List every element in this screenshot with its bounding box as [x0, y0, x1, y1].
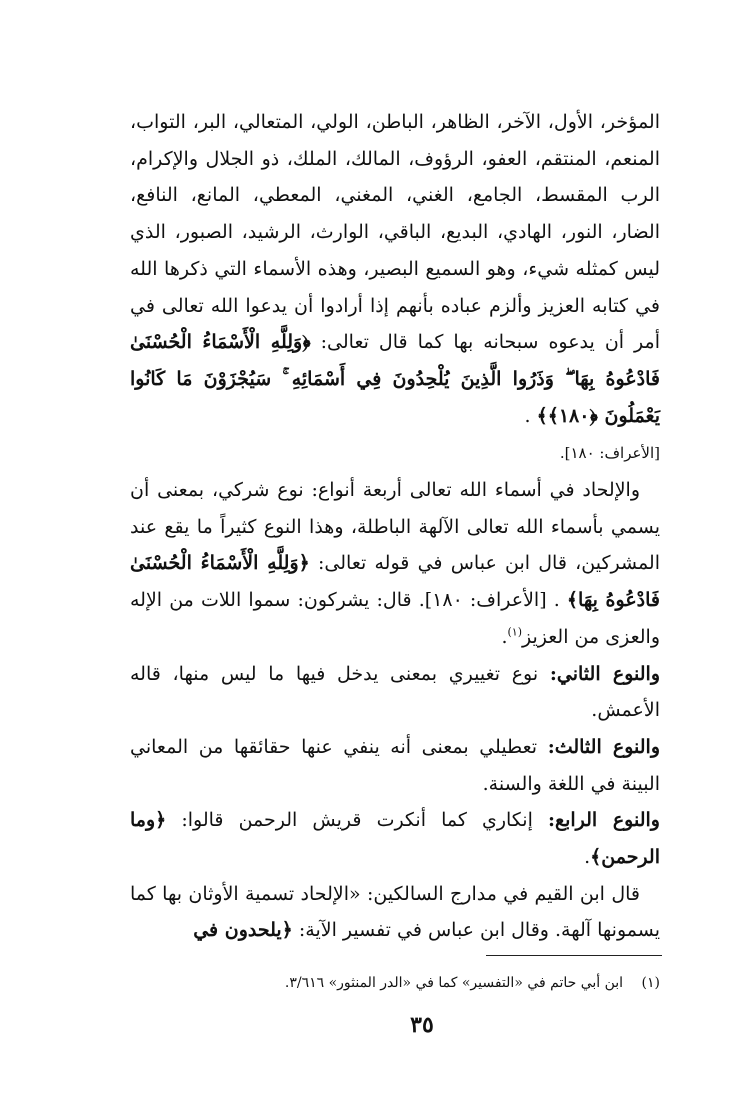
- footnote-text: ابن أبي حاتم في «التفسير» كما في «الدر المنثور» ٣/٦١٦.: [284, 975, 624, 991]
- type-four-heading: والنوع الرابع:: [547, 809, 660, 832]
- type-two-heading: والنوع الثاني:: [549, 662, 660, 685]
- paragraph-text: . [الأعراف: ١٨٠]. قال: يشركون: سموا اللات من الإله والعزى من العزيز: [130, 589, 660, 648]
- paragraph-names-list: [130, 104, 660, 434]
- paragraph-text: المؤخر، الأول، الآخر، الظاهر، الباطن، الولي، المتعالي، البر، التواب، المنعم، المنتقم، العفو، الرؤوف، المالك، الملك، ذو الجلال والإكرام، الرب المقسط، الجامع، الغني، المغني، المعطي، المانع، النافع، الضار، النور، الهادي، البديع، الباقي، الوارث، الرشيد، الصبور، الذي ليس كمثله شيء، وهو السميع البصير، وهذه الأسماء التي ذكرها الله في كتابه العزيز وألزم عباده بأنهم إذا أرادوا أن يدعوا الله تعالى في أمر أن يدعوه سبحانه بها كما قال تعالى:: [130, 111, 660, 354]
- quran-verse: ﴿يلحدون في: [193, 919, 293, 942]
- main-text: [130, 104, 660, 949]
- page-number: ٣٥: [410, 1012, 434, 1038]
- paragraph-type-three: [130, 729, 660, 802]
- punctuation: .: [584, 846, 591, 869]
- verse-citation: [الأعراف: ١٨٠].: [559, 444, 660, 463]
- type-four-text: إنكاري كما أنكرت قريش الرحمن قالوا:: [181, 809, 533, 832]
- type-two-text: نوع تغييري بمعنى يدخل فيها ما ليس منها، قاله الأعمش.: [130, 662, 660, 722]
- paragraph-ilhad-types: [130, 472, 660, 656]
- paragraph-text: قال ابن القيم في مدارج السالكين: «الإلحاد تسمية الأوثان بها كما يسمونها آلهة. وقال ابن عباس في تفسير الآية:: [130, 882, 660, 942]
- paragraph-type-two: [130, 656, 660, 729]
- verse-citation-line: [130, 434, 660, 472]
- footnote-divider: [486, 955, 662, 956]
- punctuation: .: [501, 625, 508, 648]
- paragraph-text: والإلحاد في أسماء الله تعالى أربعة أنواع: نوع شركي، بمعنى أن يسمي بأسماء الله تعالى الآلهة الباطلة، وهذا النوع كثيراً ما يقع عند المشركين، قال ابن عباس في قوله تعالى:: [130, 479, 661, 575]
- footnote: [200, 972, 660, 994]
- paragraph-ibn-qayyim: [130, 876, 660, 949]
- quran-verse: ﴿وَلِلَّهِ الْأَسْمَاءُ الْحُسْنَىٰ فَادْعُوهُ بِهَا ۖ وَذَرُوا الَّذِينَ يُلْحِدُونَ فِي أَسْمَائِهِ ۚ سَيُجْزَوْنَ مَا كَانُوا يَعْمَلُونَ ﴿١٨٠﴾﴾: [130, 331, 660, 427]
- footnote-marker[interactable]: (١): [507, 625, 523, 639]
- type-three-heading: والنوع الثالث:: [547, 735, 661, 758]
- quran-verse: ﴿وما الرحمن﴾: [130, 809, 660, 869]
- punctuation: .: [524, 404, 531, 427]
- paragraph-type-four: [130, 802, 660, 875]
- type-three-text: تعطيلي بمعنى أنه ينفي عنها حقائقها من المعاني البينة في اللغة والسنة.: [130, 735, 660, 795]
- footnote-number: (١): [641, 975, 660, 991]
- quran-verse: ﴿وَلِلَّهِ الْأَسْمَاءُ الْحُسْنَىٰ فَادْعُوهُ بِهَا﴾: [130, 552, 661, 612]
